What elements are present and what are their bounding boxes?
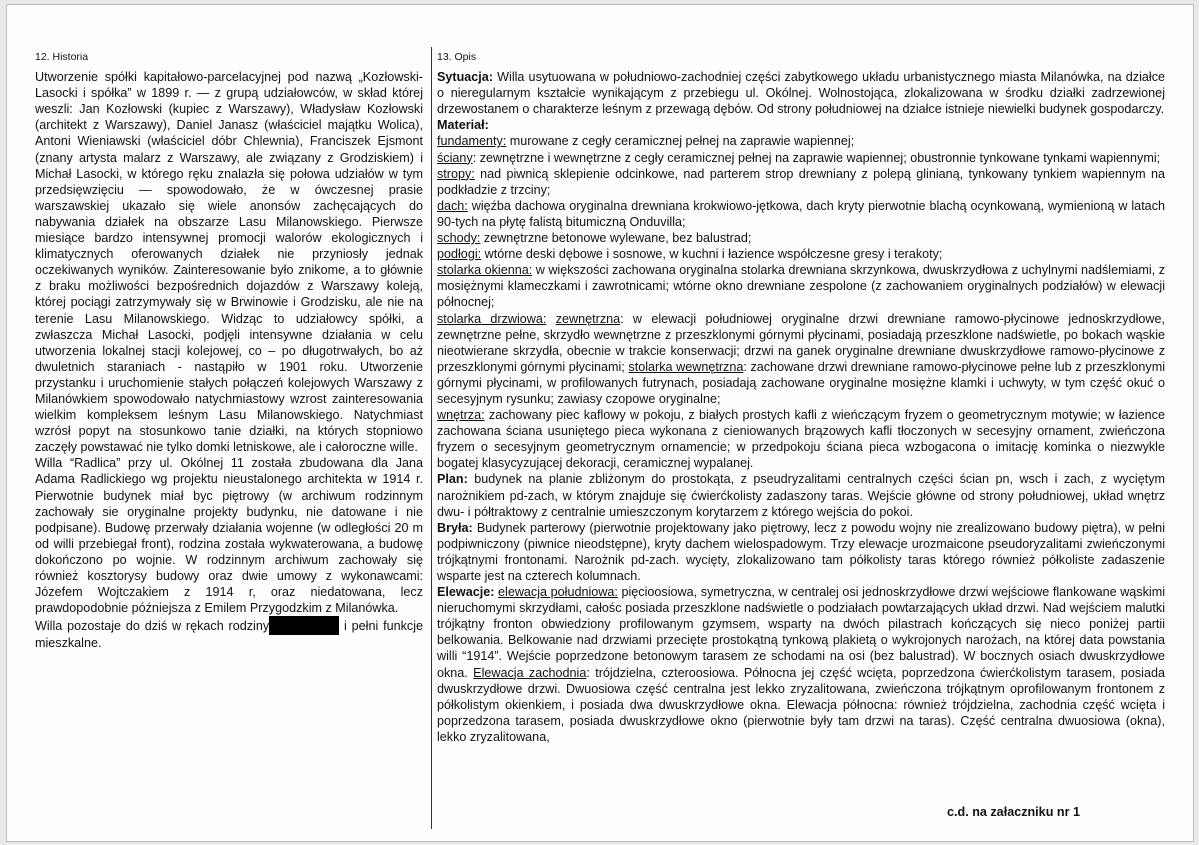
sciany-text: : zewnętrzne i wewnętrzne z cegły ceramicznej pełnej na zaprawie wapiennej; obustronnie tynkowane tynkami wapiennymi; <box>472 150 1161 165</box>
description-section-label: 13. Opis <box>437 51 477 63</box>
document-page <box>6 4 1194 842</box>
sytuacja-paragraph <box>437 69 1165 117</box>
elewacja-poludniowa-label: elewacja południowa: <box>498 585 618 600</box>
stolarka-drzwiowa-label: stolarka drzwiowa: <box>437 311 547 326</box>
history-paragraph-1: Utworzenie spółki kapitałowo-parcelacyjnej pod nazwą „Kozłowski-Lasocki i spółka” w 1899 r. — z grupą udziałowców, w skład której weszli: Jan Kozłowski (kupiec z Warszawy), Władysław Kozłowski (architekt z Warszawy), Daniel Janasz (właściciel majątku Wolica), Antoni Wieniawski (właściciel dóbr Chlewnia), Franciszek Ejsmont (znany artysta malarz z Warszawy, ale związany z Grodziskiem) i Michał Lasocki, w którego ręku znalazła się połowa udziałów w tym przedsięwzięciu — spowodowało, że w ówczesnej prasie warszawskiej ukazało się wiele anonsów zachęcających do nabywania działek na obszarze Lasu Milanowskiego. Pierwsze miesiące bardzo intensywnej promocji walorów ekologicznych i klimatycznych oferowanych działek nie przyniosły jednak oczekiwanych wyników. Zainteresowanie było znikome, a to głównie z braku możliwości bezpośrednich dojazdów z Warszawy koleją, której pociągi zatrzymywały się w Brwinowie i Grodzisku, ale nie na terenie Lasu Milanowskiego. Widząc to udziałowcy spółki, a zwłaszcza Michał Lasocki, podjęli intensywne działania w celu utworzenia lokalnej stacji kolejowej, co – po długotrwałych, bo aż dwuletnich staraniach - nastąpiło w 1901 roku. Utworzenie przystanku i uruchomienie stałych połączeń kolejowych Warszawy z Milanówkiem spowodowało natychmiastowy wzrost zainteresowania wielkim kompleksem leśnym Lasu Milanowskiego. Natychmiast wzrósł popyt na stosunkowo tanie działki, na których stopniowo zaczęły powstawać nie tylko domki letniskowe, ale i całoroczne wille. <box>35 70 423 455</box>
podlogi-label: podłogi: <box>437 247 482 262</box>
history-paragraph-3-end: i pełni funkcje mieszkalne. <box>35 619 423 651</box>
podlogi-text: wtórne deski dębowe i sosnowe, w kuchni i łazience współczesne gresy i terakoty; <box>481 247 943 262</box>
sytuacja-text: Willa usytuowana w południowo-zachodniej części zabytkowego układu urbanistycznego miasta Milanówka, na działce o nieregularnym kształcie wynikającym z przebiegu ul. Okólnej. Wolnostojąca, zlokalizowana w środku działki zadrzewionej drzewostanem o charakterze leśnym z przewagą dębów. Od strony południowej na działce istnieje niewielki budynek gospodarczy. <box>437 70 1165 117</box>
schody-label: schody: <box>437 231 481 246</box>
sciany-paragraph <box>437 150 1165 166</box>
stolarka-okienna-paragraph <box>437 262 1165 310</box>
fundamenty-paragraph <box>437 133 1165 149</box>
wnetrza-label: wnętrza: <box>437 408 485 423</box>
zewnetrzna-label: zewnętrzna <box>555 311 621 326</box>
fundamenty-label: fundamenty: <box>437 134 507 149</box>
elewacje-paragraph <box>437 584 1165 745</box>
description-column <box>437 49 1165 745</box>
schody-paragraph <box>437 230 1165 246</box>
podlogi-paragraph <box>437 246 1165 262</box>
dach-paragraph <box>437 198 1165 230</box>
material-heading: Materiał: <box>437 118 489 133</box>
sciany-label: ściany <box>437 150 473 165</box>
elewacje-text-b: : trójdzielna, czteroosiowa. Północna jej część wcięta, poprzedzona ćwierćkolistym tarasem, posiada dwuskrzydłowe drzwi. Dwuosiowa część centralna jest lekko zryzalitowana, zwieńczona trójkątnym oprofilowanym frontonem z półkolistym okienkiem, i posiada dwa dwuskrzydłowe okna. Elewacja północna: również trójdzielna, zachodnia część wcięta i poprzedzona tarasem, posiada dwuskrzydłowe okno (pierwotnie były tam drzwi na taras). Część centralna dwuosiowa (okna), lekko zryzalitowana, <box>437 665 1165 744</box>
stropy-paragraph <box>437 166 1165 198</box>
description-text <box>437 69 1165 745</box>
stropy-label: stropy: <box>437 166 475 181</box>
sytuacja-label: Sytuacja: <box>437 70 493 85</box>
stolarka-drzwiowa-text-b: : zachowane drzwi drewniane ramowo-płycinowe pełne lub z przeszklonymi górnymi płycinami, w profilowanych futrynach, posiadają zachowane oryginalne mosiężne klamki i uchwyty, w tym część okuć o secesyjnym rysunku; zawiasy czopowe oryginalne; <box>437 359 1165 406</box>
bryla-label: Bryła: <box>437 520 473 535</box>
history-text <box>35 69 423 651</box>
bryla-paragraph <box>437 520 1165 584</box>
elewacja-zachodnia-label: Elewacja zachodnia <box>473 665 587 680</box>
dach-label: dach: <box>437 198 468 213</box>
stolarka-okienna-text: w większości zachowana oryginalna stolarka drewniana skrzynkowa, dwuskrzydłowa z uchylnymi nadślemiami, z mosiężnymi klameczkami i zawrotnicami; wtórne okno drewniane zespolone (z zachowaniem oryginalnych podziałów) w elewacji północnej; <box>437 263 1165 310</box>
continued-note: c.d. na załaczniku nr 1 <box>947 805 1080 819</box>
stolarka-okienna-label: stolarka okienna: <box>437 263 533 278</box>
history-paragraph-3-start: Willa pozostaje do dziś w rękach rodziny <box>35 619 270 634</box>
wnetrza-text: zachowany piec kaflowy w pokoju, z białych prostych kafli z wieńczącym fryzem o geometrycznym motywie; w łazience zachowana ściana usuniętego pieca wykonana z cieniowanych brązowych kafli tłoczonych w secesyjny ornament, zwieńczona fryzem o secesyjnym geometrycznym ornamencie; w przedpokoju ściana pieca wzbogacona o imitację kominka o niezwykle bogatej klasycyzującej dekoracji, ceramicznej wypalanej. <box>437 408 1165 471</box>
elewacje-text-a: pięcioosiowa, symetryczna, w centralej osi jednoskrzydłowe drzwi wejściowe flankowane wąskimi nieruchomymi skrzydłami, całośc posiada przeszklone nadświetle o podziałach powtarzających układ drzwi. Nad wejściem malutki trójkątny fronton obwiedziony profilowanym gzymsem, wsparty na dwóch pilastrach kończących się nieco poniżej partii belkowania. Belkowanie nad drzwiami przecięte prostokątną tynkową plakietą o wykrojonych narożach, na której data powstania willi “1914”. Wejście poprzedzone betonowym tarasem ze schodami na osi (bez balustrad). W bocznych osiach dwuskrzydłowe okna. <box>437 585 1165 680</box>
plan-paragraph <box>437 471 1165 519</box>
wnetrza-paragraph <box>437 407 1165 471</box>
stolarka-drzwiowa-paragraph <box>437 311 1165 408</box>
elewacje-label: Elewacje: <box>437 585 495 600</box>
schody-text: zewnętrzne betonowe wylewane, bez balustrad; <box>480 231 752 246</box>
history-paragraph-3 <box>35 616 423 651</box>
redaction-block <box>269 616 339 635</box>
history-section-label: 12. Historia <box>35 51 89 63</box>
column-divider <box>431 47 432 829</box>
stropy-text: nad piwnicą sklepienie odcinkowe, nad parterem strop drewniany z polepą glinianą, tynkowany tynkiem wapiennym na podkładzie z trzciny; <box>437 166 1165 197</box>
fundamenty-text: murowane z cegły ceramicznej pełnej na zaprawie wapiennej; <box>506 134 855 149</box>
wewnetrzna-label: stolarka wewnętrzna <box>628 359 744 374</box>
plan-text: budynek na planie zbliżonym do prostokąta, z pseudryzalitami centralnych części ścian pn, wsch i zach, z wyciętym narożnikiem pd-zach, w którym znajduje się ćwierćkolisty zadaszony taras. Wejście główne od strony południowej, układ wnętrz dwu- i półtraktowy z centralnie umieszczonym korytarzem z którego wejścia do pokoi. <box>437 472 1165 519</box>
plan-label: Plan: <box>437 472 468 487</box>
stolarka-drzwiowa-text-a: : w elewacji południowej oryginalne drzwi drewniane ramowo-płycinowe jednoskrzydłowe, zewnętrzne pełne, skrzydło wewnętrzne z przeszklonymi górnymi płycinami, posiadają przeszklone nadświetle, po bokach wąskie nieotwierane skrzydła, obecnie w trakcie konserwacji; drzwi na ganek oryginalne drewniane dwuskrzydłowe ramowo-płycinowe z przeszklonymi górnymi płycinami; <box>437 311 1165 374</box>
history-paragraph-2: Willa “Radlica” przy ul. Okólnej 11 została zbudowana dla Jana Adama Radlickiego wg projektu nieustalonego architekta w 1914 r. Pierwotnie budynek miał byc piętrowy (w archiwum rodzinnym zachowały sie oryginalne projekty budynku, nie datowane i nie podpisane). Budowę przerwały działania wojenne (w odległości 20 m od willi przebiegał front), rodzina została wykwaterowana, a budowę dokończono po wojnie. W rodzinnym archiwum zachowały się również kosztorysy budowy oraz dwie umowy z wykonawcami: Józefem Wojtczakiem z 1914 r, oraz niedatowana, lecz prawdopodobnie późniejsza z Emilem Przygodzkim z Milanówka. <box>35 456 423 616</box>
history-column <box>35 49 423 651</box>
dach-text: więźba dachowa oryginalna drewniana krokwiowo-jętkowa, dach kryty pierwotnie blachą ocynkowaną, wymienioną w latach 90-tych na płytę falistą bitumiczną Onduvilla; <box>437 198 1165 229</box>
bryla-text: Budynek parterowy (pierwotnie projektowany jako piętrowy, lecz z powodu wojny nie zrealizowano budowy piętra), w pełni podpiwniczony (piwnice nieodstępne), kryty dachem wielospadowym. Trzy elewacje urozmaicone pseudoryzalitami zwieńczonymi trójkątnymi frontonami. Narożnik pd-zach. wycięty, zlokalizowano tam półkolisty taras którego również półkoliste zadaszenie wsparte jest na czterech kolumnach. <box>437 520 1165 583</box>
